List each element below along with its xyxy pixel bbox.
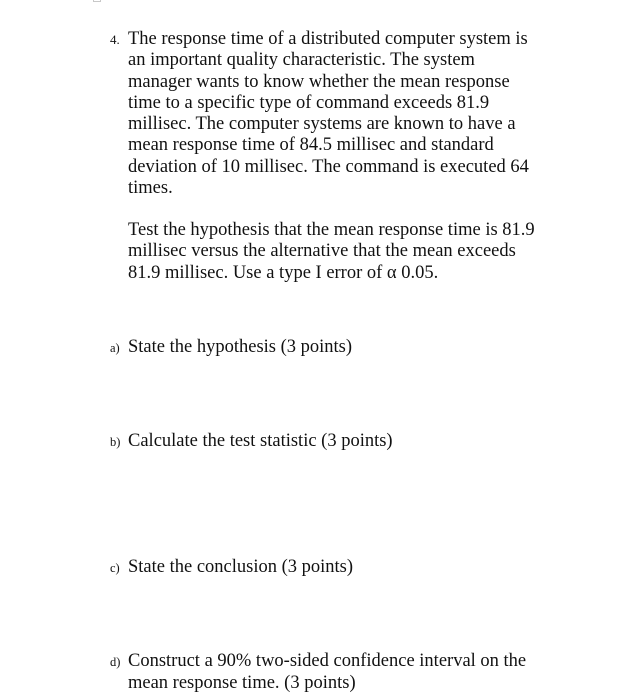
stem-line: The response time of a distributed computer system is (128, 29, 528, 49)
part-text-continued: mean response time. (3 points) (128, 673, 356, 694)
question-stem (110, 29, 550, 199)
part-text: Calculate the test statistic (3 points) (128, 431, 393, 451)
part-b (110, 431, 393, 453)
test-line: Test the hypothesis that the mean response time is 81.9 (128, 220, 535, 240)
stem-line: times. (128, 178, 173, 199)
part-label: c) (110, 561, 120, 575)
part-label: d) (110, 655, 121, 669)
page-corner-mark (93, 0, 101, 2)
test-line: millisec versus the alternative that the mean exceeds (128, 241, 516, 262)
stem-line: manager wants to know whether the mean response (128, 71, 510, 92)
part-c (110, 557, 353, 579)
stem-line: time to a specific type of command exceeds 81.9 (128, 92, 490, 113)
stem-line: millisec. The computer systems are known to have a (128, 114, 516, 135)
question-number: 4. (110, 32, 120, 47)
stem-line: mean response time of 84.5 millisec and standard (128, 135, 494, 156)
part-label: a) (110, 341, 120, 355)
question-4 (110, 29, 550, 199)
part-a (110, 337, 352, 359)
part-label: b) (110, 435, 121, 449)
stem-line: deviation of 10 millisec. The command is executed 64 (128, 156, 529, 177)
test-line: 81.9 millisec. Use a type I error of α 0.05. (128, 262, 439, 283)
part-d (110, 651, 526, 695)
part-text: Construct a 90% two-sided confidence interval on the (128, 651, 527, 671)
stem-line: an important quality characteristic. The system (128, 50, 475, 71)
part-text: State the conclusion (3 points) (128, 557, 354, 577)
part-text: State the hypothesis (3 points) (128, 337, 353, 357)
hypothesis-instructions (128, 220, 558, 284)
